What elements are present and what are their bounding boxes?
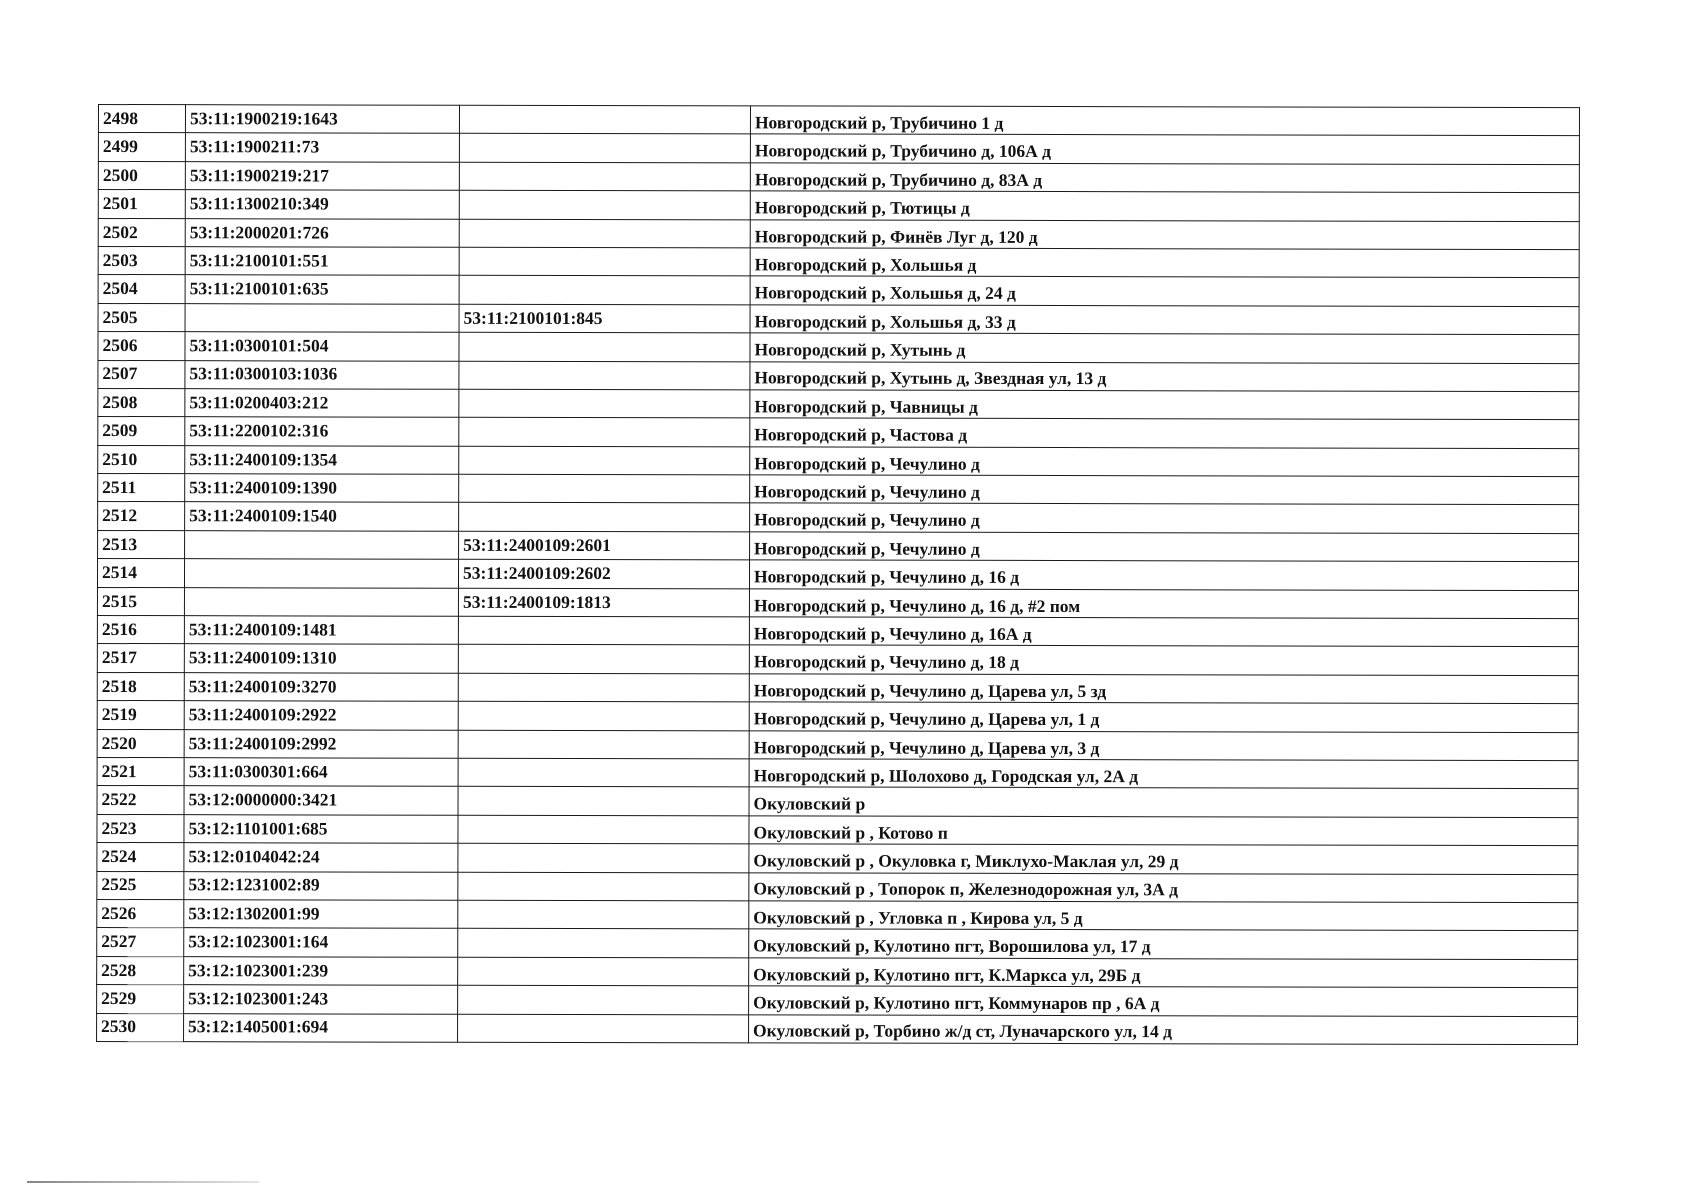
table-row bbox=[98, 246, 1579, 277]
cadastral-number-cell: 53:12:1023001:164 bbox=[184, 928, 458, 957]
cadastral-number-cell: 53:11:1900219:1643 bbox=[185, 105, 459, 134]
address-cell bbox=[750, 276, 1579, 306]
address-text: Новгородский р, Хольшья д, 24 д bbox=[754, 282, 1016, 304]
row-number-cell: 2521 bbox=[97, 757, 184, 786]
secondary-cadastral-number-cell bbox=[458, 900, 749, 929]
address-text: Новгородский р, Хольшья д, 33 д bbox=[754, 311, 1016, 332]
table-row bbox=[97, 587, 1578, 618]
secondary-cadastral-number-cell bbox=[458, 815, 749, 844]
secondary-cadastral-number-cell bbox=[459, 276, 750, 305]
row-number-cell: 2529 bbox=[97, 985, 184, 1014]
secondary-cadastral-number-cell bbox=[459, 418, 750, 447]
address-cell bbox=[749, 958, 1578, 988]
address-cell bbox=[749, 872, 1578, 902]
address-text: Новгородский р, Чечулино д bbox=[754, 481, 980, 502]
table-row bbox=[97, 644, 1578, 675]
address-cell bbox=[750, 333, 1579, 363]
row-number-cell: 2522 bbox=[97, 786, 184, 815]
address-cell bbox=[750, 248, 1579, 278]
secondary-cadastral-number-cell bbox=[458, 1014, 749, 1043]
cadastral-number-cell: 53:11:2200102:316 bbox=[185, 417, 459, 446]
table-row bbox=[98, 417, 1579, 448]
table-row bbox=[97, 814, 1578, 845]
scan-artifact-line bbox=[27, 1181, 259, 1183]
row-number-cell: 2511 bbox=[98, 474, 185, 503]
table-row bbox=[98, 161, 1579, 192]
secondary-cadastral-number-cell bbox=[458, 872, 749, 901]
address-text: Новгородский р, Чечулино д bbox=[754, 509, 980, 531]
row-number-cell: 2510 bbox=[98, 445, 185, 474]
cadastral-number-cell bbox=[185, 303, 459, 332]
address-cell bbox=[750, 134, 1579, 164]
secondary-cadastral-number-cell: 53:11:2100101:845 bbox=[459, 304, 750, 333]
row-number-cell: 2500 bbox=[98, 161, 185, 190]
secondary-cadastral-number-cell bbox=[458, 985, 749, 1014]
address-cell bbox=[749, 617, 1578, 647]
address-cell bbox=[750, 418, 1579, 448]
secondary-cadastral-number-cell bbox=[459, 219, 750, 248]
address-text: Окуловский р, Кулотино пгт, Ворошилова ул, 17 д bbox=[753, 935, 1151, 957]
row-number-cell: 2517 bbox=[97, 644, 184, 673]
address-cell bbox=[749, 1014, 1578, 1044]
table-row bbox=[97, 956, 1578, 987]
address-cell bbox=[749, 986, 1578, 1016]
address-text: Новгородский р, Тютицы д bbox=[754, 197, 970, 218]
row-number-cell: 2516 bbox=[97, 616, 184, 645]
address-cell bbox=[749, 844, 1578, 874]
address-cell bbox=[749, 589, 1578, 619]
cadastral-number-cell bbox=[185, 531, 459, 560]
row-number-cell: 2508 bbox=[98, 388, 185, 417]
table-row bbox=[97, 672, 1578, 703]
address-cell bbox=[749, 730, 1578, 760]
address-text: Новгородский р, Чечулино д, 16А д bbox=[753, 623, 1032, 644]
cadastral-number-cell: 53:11:0300103:1036 bbox=[185, 360, 459, 389]
row-number-cell: 2504 bbox=[98, 275, 185, 304]
address-cell bbox=[750, 305, 1579, 335]
table-row bbox=[97, 843, 1578, 874]
cadastral-number-cell: 53:11:2400109:2992 bbox=[184, 729, 458, 758]
row-number-cell: 2528 bbox=[97, 956, 184, 985]
secondary-cadastral-number-cell bbox=[458, 929, 749, 958]
secondary-cadastral-number-cell bbox=[458, 843, 749, 872]
table-row bbox=[98, 502, 1579, 533]
row-number-cell: 2507 bbox=[98, 360, 185, 389]
address-cell bbox=[750, 532, 1579, 562]
address-text: Окуловский р, Кулотино пгт, Коммунаров пр , 6А д bbox=[753, 992, 1160, 1014]
table-row bbox=[98, 360, 1579, 391]
cadastral-number-cell: 53:11:2100101:635 bbox=[185, 275, 459, 304]
address-text: Новгородский р, Частова д bbox=[754, 424, 968, 446]
secondary-cadastral-number-cell bbox=[458, 616, 749, 645]
row-number-cell: 2502 bbox=[98, 218, 185, 247]
table-row bbox=[98, 190, 1579, 221]
table-row bbox=[98, 388, 1579, 419]
table-row bbox=[98, 530, 1579, 561]
cadastral-number-cell: 53:11:2000201:726 bbox=[185, 218, 459, 247]
address-text: Новгородский р, Чечулино д bbox=[754, 538, 980, 559]
secondary-cadastral-number-cell bbox=[458, 730, 749, 759]
cadastral-number-cell: 53:12:1302001:99 bbox=[184, 900, 458, 929]
row-number-cell: 2523 bbox=[97, 814, 184, 843]
secondary-cadastral-number-cell: 53:11:2400109:2601 bbox=[459, 531, 750, 560]
table-row bbox=[98, 445, 1579, 476]
row-number-cell: 2499 bbox=[98, 133, 185, 162]
address-text: Новгородский р, Трубичино д, 83А д bbox=[754, 169, 1043, 190]
address-cell bbox=[750, 503, 1579, 533]
secondary-cadastral-number-cell bbox=[459, 389, 750, 418]
address-text: Новгородский р, Хутынь д bbox=[754, 339, 966, 360]
secondary-cadastral-number-cell: 53:11:2400109:2602 bbox=[458, 560, 749, 589]
registry-table-body bbox=[97, 105, 1580, 1045]
address-text: Окуловский р, Кулотино пгт, К.Маркса ул, 29Б д bbox=[753, 964, 1141, 985]
address-text: Новгородский р, Чечулино д, Царева ул, 5 зд bbox=[753, 680, 1107, 701]
table-row bbox=[97, 786, 1578, 817]
row-number-cell: 2509 bbox=[98, 417, 185, 446]
cadastral-number-cell: 53:12:1023001:239 bbox=[184, 956, 458, 985]
address-text: Окуловский р , Угловка п , Кирова ул, 5 д bbox=[753, 907, 1083, 928]
row-number-cell: 2512 bbox=[98, 502, 185, 531]
address-text: Новгородский р, Шолохово д, Городская ул, 2А д bbox=[753, 765, 1139, 787]
row-number-cell: 2501 bbox=[98, 190, 185, 219]
table-row bbox=[98, 133, 1579, 164]
table-row bbox=[97, 729, 1578, 760]
address-cell bbox=[749, 645, 1578, 675]
row-number-cell: 2526 bbox=[97, 899, 184, 928]
secondary-cadastral-number-cell bbox=[459, 332, 750, 361]
row-number-cell: 2505 bbox=[98, 303, 185, 332]
address-cell bbox=[749, 674, 1578, 704]
cadastral-number-cell: 53:11:1900219:217 bbox=[185, 161, 459, 190]
address-text: Новгородский р, Чечулино д, Царева ул, 3 д bbox=[753, 736, 1100, 758]
row-number-cell: 2527 bbox=[97, 928, 184, 957]
cadastral-number-cell: 53:11:0300101:504 bbox=[185, 332, 459, 361]
address-text: Окуловский р bbox=[753, 793, 866, 814]
address-text: Новгородский р, Финёв Луг д, 120 д bbox=[754, 225, 1038, 247]
address-text: Новгородский р, Чавницы д bbox=[754, 396, 978, 417]
table-row bbox=[97, 985, 1578, 1016]
row-number-cell: 2524 bbox=[97, 843, 184, 872]
secondary-cadastral-number-cell bbox=[459, 361, 750, 390]
address-cell bbox=[749, 901, 1578, 931]
row-number-cell: 2520 bbox=[97, 729, 184, 758]
cadastral-number-cell: 53:11:2400109:1310 bbox=[184, 644, 458, 673]
cadastral-number-cell: 53:11:1900211:73 bbox=[185, 133, 459, 162]
row-number-cell: 2514 bbox=[97, 559, 184, 588]
secondary-cadastral-number-cell bbox=[459, 105, 750, 134]
cadastral-number-cell: 53:11:2400109:1390 bbox=[185, 474, 459, 503]
secondary-cadastral-number-cell bbox=[458, 673, 749, 702]
table-row bbox=[97, 928, 1578, 959]
row-number-cell: 2515 bbox=[97, 587, 184, 616]
address-text: Окуловский р , Котово п bbox=[753, 822, 948, 843]
secondary-cadastral-number-cell bbox=[458, 701, 749, 730]
cadastral-number-cell: 53:11:1300210:349 bbox=[185, 190, 459, 219]
cadastral-number-cell: 53:12:0000000:3421 bbox=[184, 786, 458, 815]
address-cell bbox=[750, 191, 1579, 221]
table-row bbox=[97, 899, 1578, 930]
secondary-cadastral-number-cell bbox=[459, 190, 750, 219]
address-cell bbox=[750, 447, 1579, 477]
cadastral-number-cell: 53:11:2400109:1481 bbox=[184, 616, 458, 645]
address-text: Новгородский р, Чечулино д, 18 д bbox=[753, 651, 1019, 673]
row-number-cell: 2503 bbox=[98, 246, 185, 275]
table-row bbox=[98, 105, 1579, 136]
cadastral-number-cell bbox=[184, 587, 458, 616]
row-number-cell: 2498 bbox=[98, 105, 185, 134]
address-text: Окуловский р, Торбино ж/д ст, Луначарского ул, 14 д bbox=[753, 1020, 1172, 1042]
address-text: Новгородский р, Чечулино д, Царева ул, 1 д bbox=[753, 708, 1100, 730]
secondary-cadastral-number-cell bbox=[459, 446, 750, 475]
secondary-cadastral-number-cell bbox=[459, 162, 750, 191]
address-cell bbox=[749, 929, 1578, 959]
address-cell bbox=[749, 702, 1578, 732]
address-cell bbox=[750, 163, 1579, 193]
row-number-cell: 2530 bbox=[97, 1013, 184, 1042]
address-text: Новгородский р, Хутынь д, Звездная ул, 13 д bbox=[754, 367, 1107, 389]
address-text: Окуловский р , Топорок п, Железнодорожная ул, 3А д bbox=[753, 878, 1179, 900]
cadastral-number-cell: 53:12:1231002:89 bbox=[184, 871, 458, 900]
address-cell bbox=[750, 390, 1579, 420]
table-row bbox=[97, 871, 1578, 902]
cadastral-number-cell: 53:11:2400109:1354 bbox=[185, 445, 459, 474]
secondary-cadastral-number-cell bbox=[459, 247, 750, 276]
cadastral-number-cell: 53:11:2100101:551 bbox=[185, 247, 459, 276]
address-text: Новгородский р, Трубичино 1 д bbox=[754, 112, 1004, 133]
cadastral-number-cell: 53:12:1405001:694 bbox=[184, 1013, 458, 1042]
cadastral-number-cell: 53:11:2400109:2922 bbox=[184, 701, 458, 730]
table-row bbox=[97, 701, 1578, 732]
row-number-cell: 2519 bbox=[97, 701, 184, 730]
secondary-cadastral-number-cell: 53:11:2400109:1813 bbox=[458, 588, 749, 617]
address-text: Новгородский р, Чечулино д bbox=[754, 453, 980, 474]
address-cell bbox=[749, 816, 1578, 846]
address-cell bbox=[750, 219, 1579, 249]
address-text: Окуловский р , Окуловка г, Миклухо-Маклая ул, 29 д bbox=[753, 850, 1179, 872]
cadastral-number-cell bbox=[184, 559, 458, 588]
address-cell bbox=[750, 475, 1579, 505]
table-row bbox=[97, 559, 1578, 590]
row-number-cell: 2513 bbox=[98, 530, 185, 559]
table-row bbox=[98, 303, 1579, 334]
address-cell bbox=[750, 106, 1579, 136]
table-row bbox=[97, 616, 1578, 647]
cadastral-number-cell: 53:11:0200403:212 bbox=[185, 389, 459, 418]
table-row bbox=[98, 474, 1579, 505]
table-row bbox=[98, 332, 1579, 363]
row-number-cell: 2518 bbox=[97, 672, 184, 701]
address-text: Новгородский р, Чечулино д, 16 д bbox=[753, 566, 1020, 588]
secondary-cadastral-number-cell bbox=[458, 957, 749, 986]
secondary-cadastral-number-cell bbox=[458, 645, 749, 674]
address-cell bbox=[749, 759, 1578, 789]
address-text: Новгородский р, Трубичино д, 106А д bbox=[754, 140, 1052, 162]
cadastral-number-cell: 53:11:2400109:1540 bbox=[185, 502, 459, 531]
table-row bbox=[98, 218, 1579, 249]
secondary-cadastral-number-cell bbox=[458, 787, 749, 816]
address-text: Новгородский р, Чечулино д, 16 д, #2 пом bbox=[753, 594, 1081, 616]
row-number-cell: 2525 bbox=[97, 871, 184, 900]
row-number-cell: 2506 bbox=[98, 332, 185, 361]
property-registry-table bbox=[96, 104, 1580, 1045]
cadastral-number-cell: 53:11:2400109:3270 bbox=[184, 672, 458, 701]
table-row bbox=[97, 1013, 1578, 1044]
secondary-cadastral-number-cell bbox=[459, 134, 750, 163]
cadastral-number-cell: 53:12:1101001:685 bbox=[184, 814, 458, 843]
address-cell bbox=[750, 361, 1579, 391]
secondary-cadastral-number-cell bbox=[459, 474, 750, 503]
secondary-cadastral-number-cell bbox=[458, 758, 749, 787]
cadastral-number-cell: 53:12:0104042:24 bbox=[184, 843, 458, 872]
cadastral-number-cell: 53:11:0300301:664 bbox=[184, 758, 458, 787]
address-text: Новгородский р, Хольшья д bbox=[754, 254, 977, 275]
address-cell bbox=[749, 560, 1578, 590]
cadastral-number-cell: 53:12:1023001:243 bbox=[184, 985, 458, 1014]
table-row bbox=[97, 757, 1578, 788]
address-cell bbox=[749, 787, 1578, 817]
secondary-cadastral-number-cell bbox=[459, 503, 750, 532]
table-row bbox=[98, 275, 1579, 306]
